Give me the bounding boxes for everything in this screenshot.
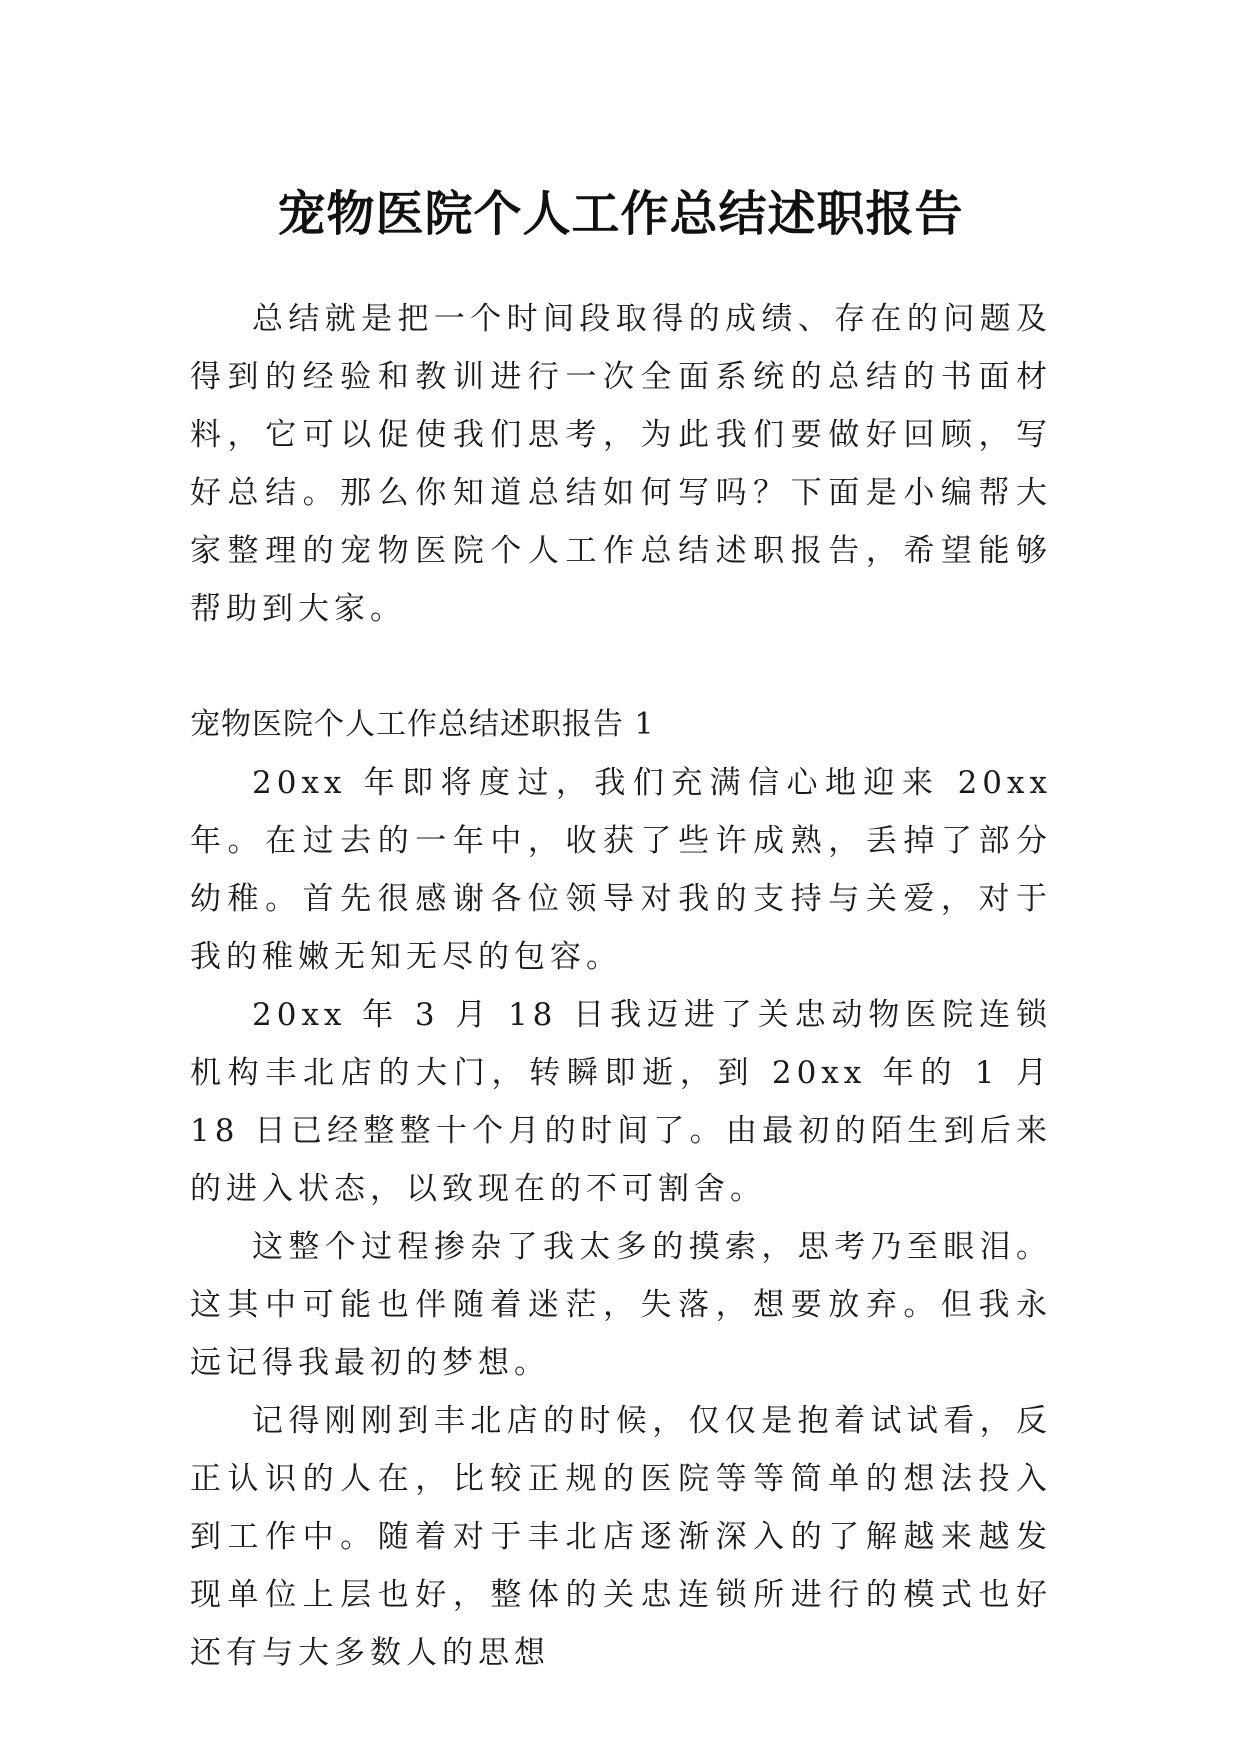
document-body (190, 290, 1052, 1682)
body-paragraph-3: 这整个过程掺杂了我太多的摸索，思考乃至眼泪。这其中可能也伴随着迷茫，失落，想要放弃。但我永远记得我最初的梦想。 (190, 1229, 1052, 1381)
section-heading: 宠物医院个人工作总结述职报告 1 (190, 707, 655, 742)
intro-paragraph: 总结就是把一个时间段取得的成绩、存在的问题及得到的经验和教训进行一次全面系统的总结的书面材料，它可以促使我们思考，为此我们要做好回顾，写好总结。那么你知道总结如何写吗？下面是小编帮大家整理的宠物医院个人工作总结述职报告，希望能够帮助到大家。 (190, 301, 1052, 627)
body-paragraph-2: 20xx 年 3 月 18 日我迈进了关忠动物医院连锁机构丰北店的大门，转瞬即逝，到 20xx 年的 1 月 18 日已经整整十个月的时间了。由最初的陌生到后来的进入状态，以致现在的不可割舍。 (190, 997, 1052, 1207)
body-paragraph-1: 20xx 年即将度过，我们充满信心地迎来 20xx 年。在过去的一年中，收获了些许成熟，丢掉了部分幼稚。首先很感谢各位领导对我的支持与关爱，对于我的稚嫩无知无尽的包容。 (190, 765, 1052, 975)
body-paragraph-4: 记得刚刚到丰北店的时候，仅仅是抱着试试看，反正认识的人在，比较正规的医院等等简单的想法投入到工作中。随着对于丰北店逐渐深入的了解越来越发现单位上层也好，整体的关忠连锁所进行的模式也好还有与大多数人的思想 (190, 1403, 1052, 1671)
document-title: 宠物医院个人工作总结述职报告 (277, 186, 964, 243)
